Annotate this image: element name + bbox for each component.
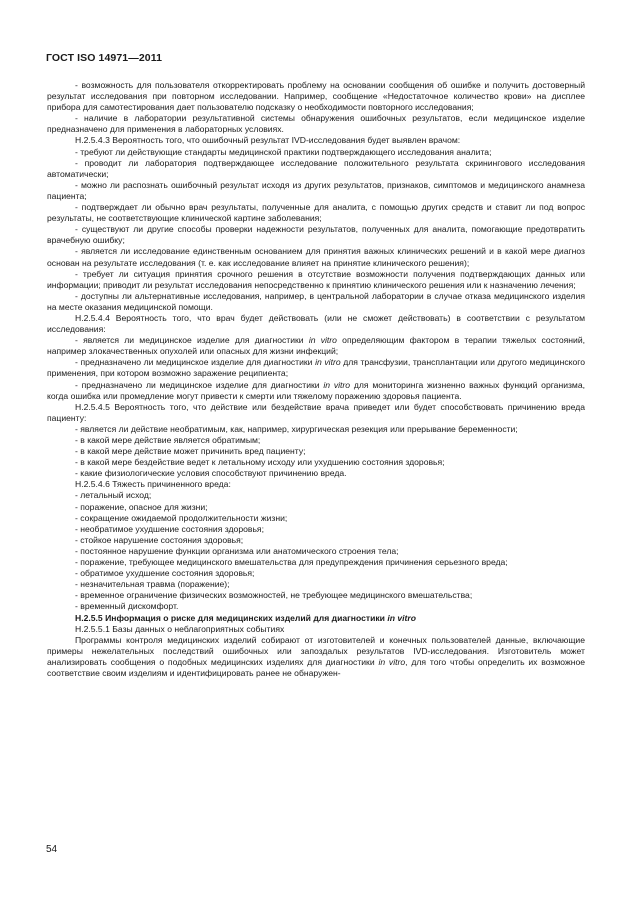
paragraph: - какие физиологические условия способствуют причинению вреда. [75,468,347,479]
paragraph: - является ли действие необратимым, как, например, хирургическая резекция или прерывание беременности; [75,423,518,434]
paragraph: - возможность для пользователя откорректировать проблему на основании сообщения об ошибке и получить достоверный результат исследования при повторном исследовании. Например, сообщение «Недостаточное количество крови» на дисплее прибора для самотестирования дает пользователю подсказку о необходимости повторного исследования; [47,80,585,113]
paragraph: Н.2.5.4.5 Вероятность того, что действие или бездействие врача приведет или будет способствовать причинению вреда пациенту: [47,401,585,423]
text-run: - предназначено ли медицинское изделие для диагностики [75,379,324,390]
paragraph: - летальный исход; [75,490,152,501]
text-run: Программы контроля медицинских изделий собирают от изготовителей и конечных пользователей данные, включающие примеры нежелательных последствий ошибочных или запоздалых результатов IVD-исследования. Изготовитель может анализировать сообщения о подобных медицинских изделиях для диагностики [47,634,585,667]
paragraph: - доступны ли альтернативные исследования, например, в центральной лаборатории в случае отказа медицинского изделия на месте оказания медицинской помощи. [47,290,585,312]
page-header: ГОСТ ISO 14971—2011 [46,52,163,64]
document-body [47,80,585,679]
text-run: - является ли медицинское изделие для диагностики [75,335,309,346]
paragraph: - проводит ли лаборатория подтверждающее исследование положительного результата скринингового исследования автоматически; [47,157,585,179]
text-run: определяющим фактором в терапии тяжелых состояний, например злокачественных опухолей или опасных для жизни инфекций; [47,335,586,357]
text-run: Н.2.5.5 Информация о риске для медицинских изделий для диагностики [75,612,388,623]
paragraph: - в какой мере действие может причинить вред пациенту; [75,446,306,457]
paragraph: - наличие в лаборатории результативной системы обнаружения ошибочных результатов, если медицинское изделие предназначено для применения в лабораторных условиях. [47,113,585,135]
paragraph [47,335,585,357]
paragraph: - поражение, требующее медицинского вмешательства для предупреждения причинения серьезного вреда; [75,557,508,568]
paragraph: Н.2.5.4.6 Тяжесть причиненного вреда: [75,479,231,490]
paragraph: - можно ли распознать ошибочный результат исходя из других результатов, признаков, симптомов и медицинского анамнеза пациента; [47,179,585,201]
text-run: - предназначено ли медицинское изделие для диагностики [75,357,316,368]
paragraph [47,380,585,402]
paragraph: - сокращение ожидаемой продолжительности жизни; [75,512,288,523]
paragraph: - необратимое ухудшение состояния здоровья; [75,523,264,534]
paragraph: - в какой мере бездействие ведет к летальному исходу или ухудшению состояния здоровья; [75,457,445,468]
paragraph [47,635,585,679]
paragraph: - требуют ли действующие стандарты медицинской практики подтверждающего исследования аналита; [75,146,492,157]
italic-term: in vitro [323,379,351,390]
paragraph: - является ли исследование единственным основанием для принятия важных клинических решений и в какой мере диагноз основан на результате исследования (т. е. как исследование влияет на принятие клинического решения); [47,246,585,268]
paragraph: - стойкое нарушение состояния здоровья; [75,534,244,545]
italic-term: in vitro [315,357,341,368]
paragraph: - требует ли ситуация принятия срочного решения в отсутствие возможности получения подтверждающих данных или информации; приводит ли результат исследования непосредственно к принятию клинического решения или к назначению лечения; [47,268,585,290]
paragraph: - временное ограничение физических возможностей, не требующее медицинского вмешательства; [75,590,473,601]
paragraph: - обратимое ухудшение состояния здоровья; [75,568,255,579]
text-run: для трансфузии, трансплантации или другого медицинского применения, при котором возможно заражение реципиента; [47,357,585,379]
paragraph: - постоянное нарушение функции организма или анатомического строения тела; [75,545,399,556]
text-run: , для того чтобы определить их возможное соответствие своим изделиям и идентифицировать ранее не обнаружен- [47,656,585,678]
paragraph: - существуют ли другие способы проверки надежности результатов, полученных для аналита, помогающие предотвратить врачебную ошибку; [47,224,585,246]
italic-term: in vitro [308,335,337,346]
paragraph: - подтверждает ли обычно врач результаты, полученные для аналита, с помощью других средств и ставит ли под вопрос результаты, не соответствующие клинической картине заболевания; [47,202,585,224]
paragraph: - в какой мере действие является обратимым; [75,435,261,445]
paragraph: - незначительная травма (поражение); [75,579,230,590]
paragraph: Н.2.5.4.3 Вероятность того, что ошибочный результат IVD-исследования будет выявлен врачом: [75,135,461,146]
page-number: 54 [46,844,58,855]
paragraph: Н.2.5.4.4 Вероятность того, что врач будет действовать (или не сможет действовать) в соответствии с результатом исследования: [47,312,585,335]
paragraph [47,357,585,379]
section-heading [47,613,585,624]
paragraph: - поражение, опасное для жизни; [75,501,208,512]
paragraph: - временный дискомфорт. [75,601,179,612]
text-run: для мониторинга жизненно важных функций организма, когда ошибка или промедление могут привести к смерти или тяжелому поражению здоровья пациента. [47,379,586,401]
italic-term: in vitro [387,612,416,623]
italic-term: in vitro [378,656,406,667]
paragraph: Н.2.5.5.1 Базы данных о неблагоприятных событиях [75,623,285,634]
